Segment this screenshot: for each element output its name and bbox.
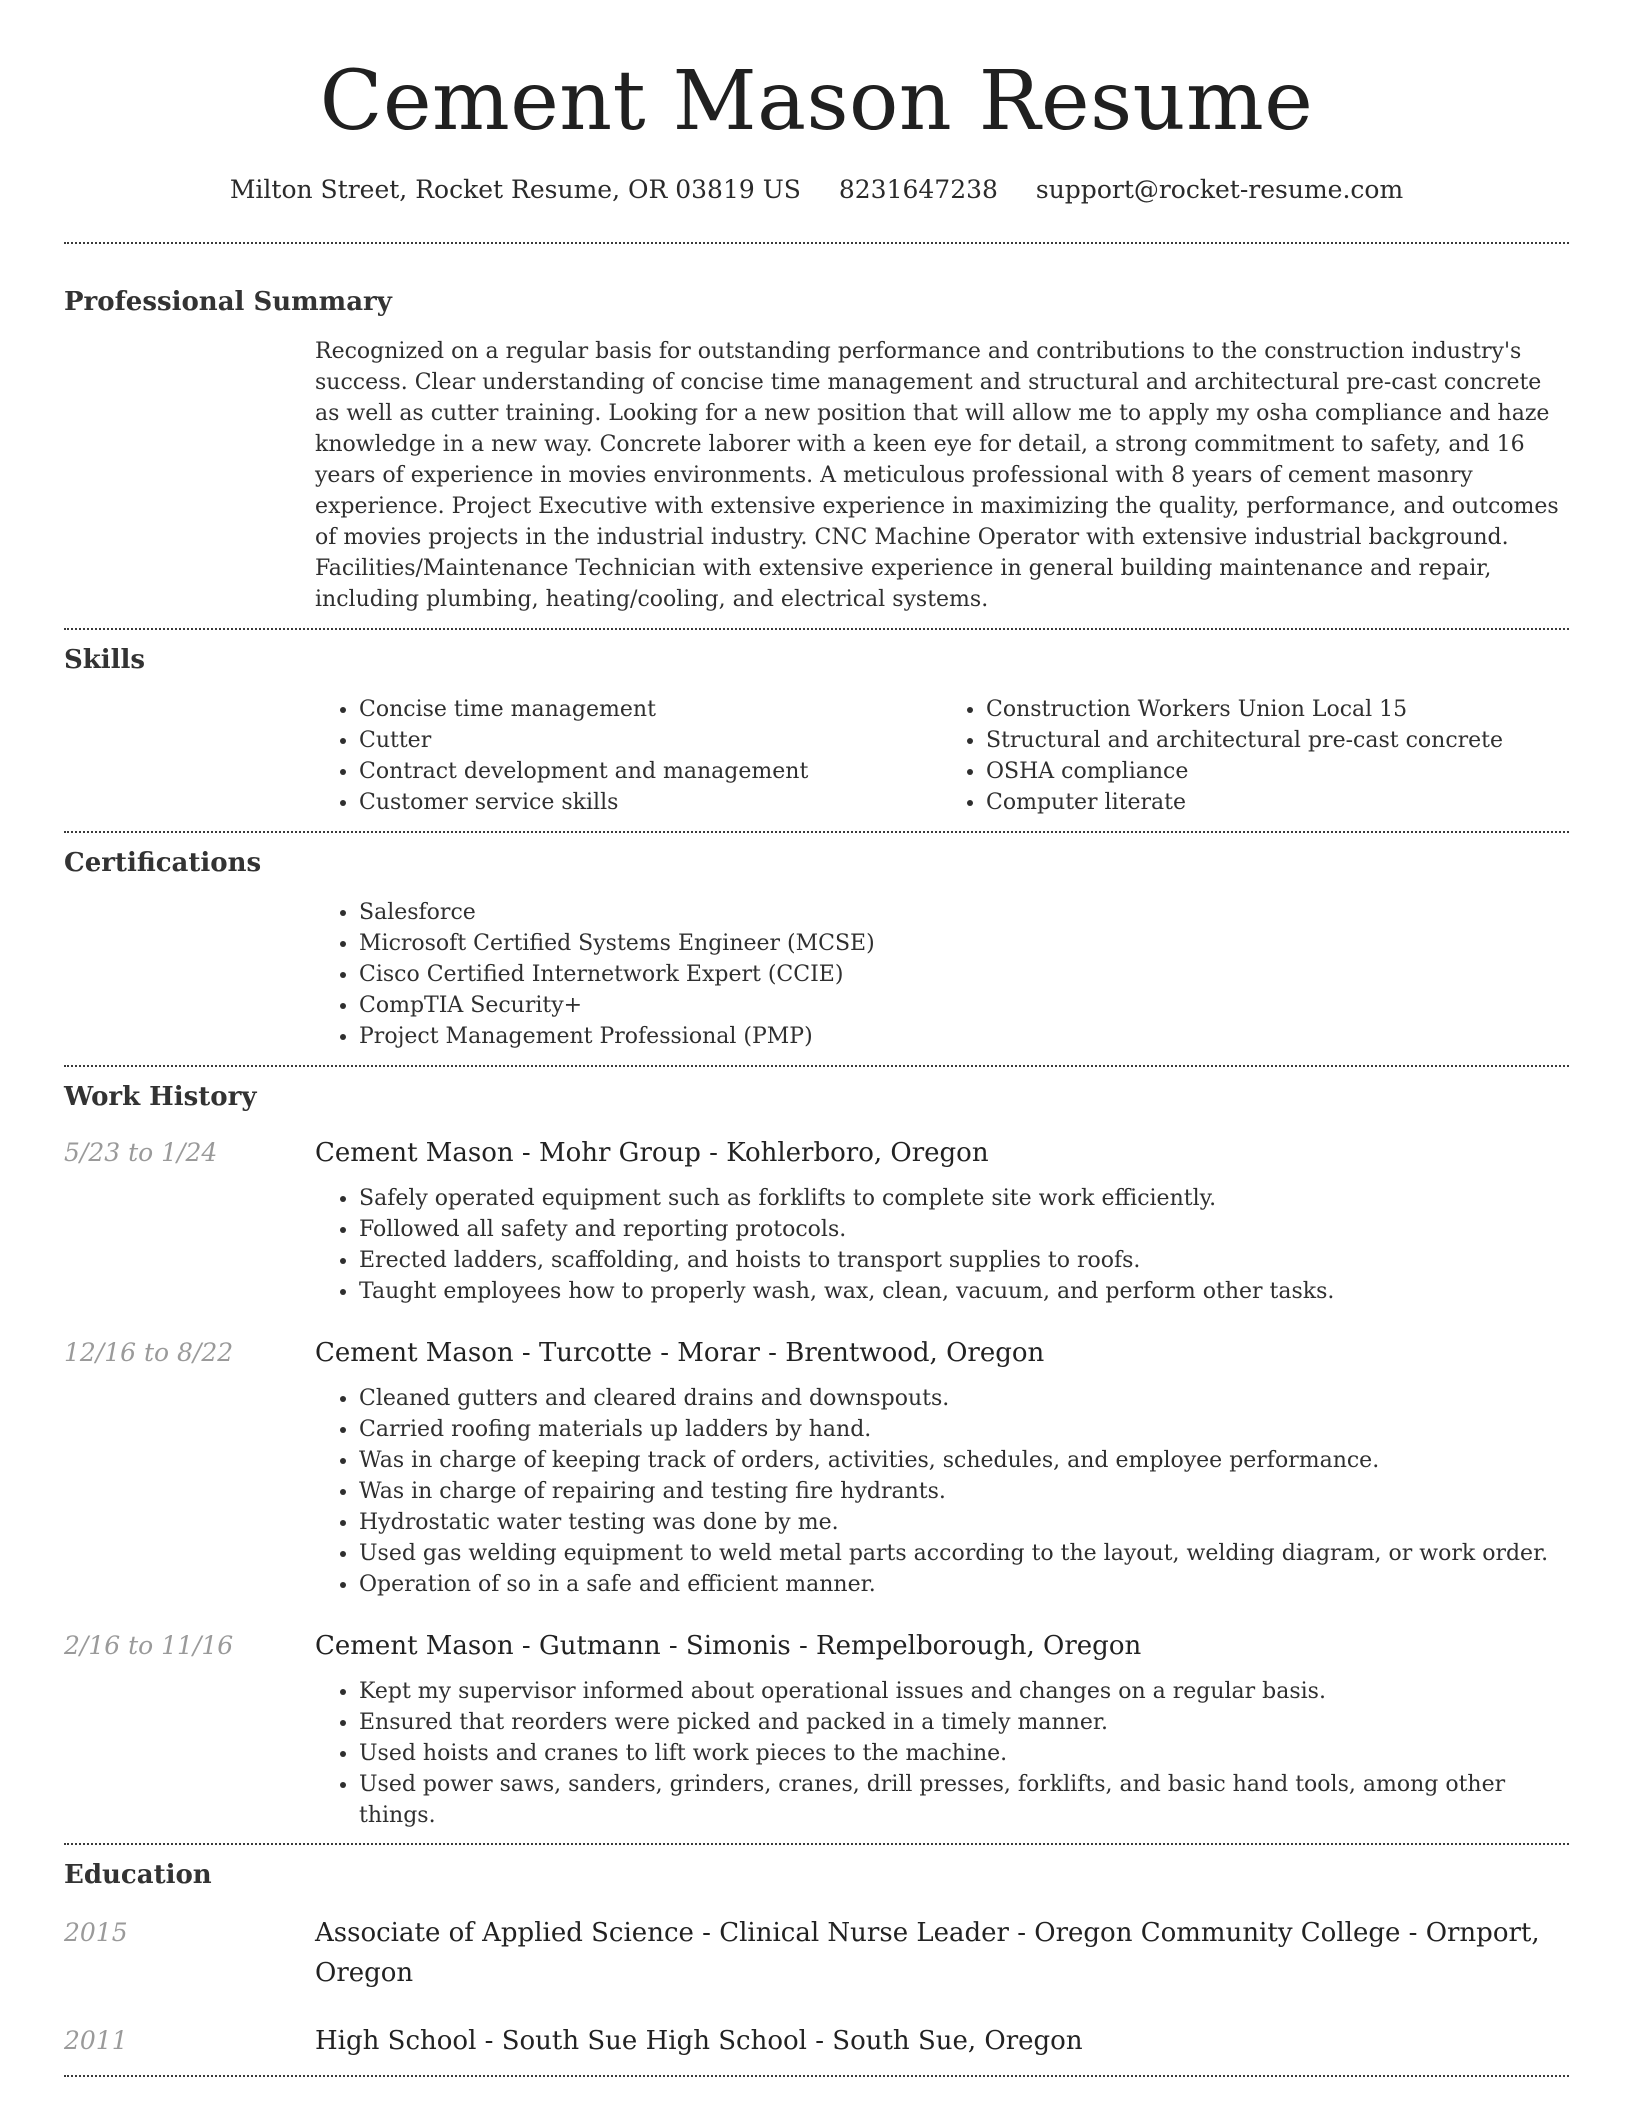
job-bullet: • Used power saws, sanders, grinders, cranes, drill presses, forklifts, and basic hand tools, among other things. bbox=[359, 1769, 1569, 1831]
skill-item: • Structural and architectural pre-cast concrete bbox=[986, 725, 1569, 756]
job-bullet: • Kept my supervisor informed about operational issues and changes on a regular basis. bbox=[359, 1676, 1569, 1707]
education-heading: Education bbox=[64, 1860, 212, 1890]
certification-item: • CompTIA Security+ bbox=[359, 990, 1569, 1021]
summary-section bbox=[64, 282, 1569, 615]
divider bbox=[64, 2075, 1569, 2077]
job-bullet: • Ensured that reorders were picked and packed in a timely manner. bbox=[359, 1707, 1569, 1738]
education-entry bbox=[64, 1913, 1569, 1993]
job-title: Cement Mason - Gutmann - Simonis - Rempelborough, Oregon bbox=[315, 1631, 1142, 1661]
job-entry bbox=[64, 1333, 1569, 1600]
divider bbox=[64, 628, 1569, 630]
education-title: High School - South Sue High School - South Sue, Oregon bbox=[315, 2026, 1083, 2056]
job-bullet: • Followed all safety and reporting protocols. bbox=[359, 1214, 1569, 1245]
certification-item: • Project Management Professional (PMP) bbox=[359, 1021, 1569, 1052]
job-bullet: • Taught employees how to properly wash, wax, clean, vacuum, and perform other tasks. bbox=[359, 1276, 1569, 1307]
contact-line bbox=[64, 172, 1569, 208]
skills-column-right bbox=[942, 694, 1569, 818]
skill-item: • Contract development and management bbox=[359, 756, 942, 787]
skill-item: • Computer literate bbox=[986, 787, 1569, 818]
certification-item: • Microsoft Certified Systems Engineer (MCSE) bbox=[359, 928, 1569, 959]
education-section bbox=[64, 1855, 1569, 2061]
job-bullet: • Erected ladders, scaffolding, and hoists to transport supplies to roofs. bbox=[359, 1245, 1569, 1276]
skills-section bbox=[64, 640, 1569, 818]
divider bbox=[64, 242, 1569, 244]
skills-list bbox=[315, 694, 1569, 818]
contact-address: Milton Street, Rocket Resume, OR 03819 US bbox=[229, 175, 801, 204]
divider bbox=[64, 1843, 1569, 1845]
education-title: Associate of Applied Science - Clinical Nurse Leader - Oregon Community College - Ornport, Oregon bbox=[315, 1918, 1540, 1988]
work-section bbox=[64, 1077, 1569, 1831]
skills-heading: Skills bbox=[64, 645, 146, 675]
education-year: 2015 bbox=[64, 1918, 128, 1947]
job-dates: 2/16 to 11/16 bbox=[64, 1631, 234, 1660]
job-dates: 12/16 to 8/22 bbox=[64, 1338, 234, 1367]
job-bullet: • Operation of so in a safe and efficient manner. bbox=[359, 1569, 1569, 1600]
job-title: Cement Mason - Mohr Group - Kohlerboro, Oregon bbox=[315, 1138, 989, 1168]
job-bullet: • Cleaned gutters and cleared drains and downspouts. bbox=[359, 1383, 1569, 1414]
divider bbox=[64, 1065, 1569, 1067]
skill-item: • Concise time management bbox=[359, 694, 942, 725]
job-bullet: • Was in charge of repairing and testing fire hydrants. bbox=[359, 1476, 1569, 1507]
education-year: 2011 bbox=[64, 2026, 128, 2055]
skill-item: • Construction Workers Union Local 15 bbox=[986, 694, 1569, 725]
certifications-section bbox=[64, 843, 1569, 1052]
resume-page bbox=[64, 0, 1569, 2077]
job-dates: 5/23 to 1/24 bbox=[64, 1138, 218, 1167]
skills-column-left bbox=[315, 694, 942, 818]
skill-item: • Cutter bbox=[359, 725, 942, 756]
skill-item: • OSHA compliance bbox=[986, 756, 1569, 787]
divider bbox=[64, 831, 1569, 833]
job-bullet: • Hydrostatic water testing was done by me. bbox=[359, 1507, 1569, 1538]
job-bullet: • Carried roofing materials up ladders by hand. bbox=[359, 1414, 1569, 1445]
contact-phone: 8231647238 bbox=[838, 175, 998, 204]
job-bullet: • Safely operated equipment such as forklifts to complete site work efficiently. bbox=[359, 1183, 1569, 1214]
summary-text: Recognized on a regular basis for outstanding performance and contributions to the construction industry's success. Clear understanding of concise time management and structural and architectural pre-cast concrete as well as cutter training. Looking for a new position that will allow me to apply my osha compliance and haze knowledge in a new way. Concrete laborer with a keen eye for detail, a strong commitment to safety, and 16 years of experience in movies environments. A meticulous professional with 8 years of cement masonry experience. Project Executive with extensive experience in maximizing the quality, performance, and outcomes of movies projects in the industrial industry. CNC Machine Operator with extensive industrial background. Facilities/Maintenance Technician with extensive experience in general building maintenance and repair, including plumbing, heating/cooling, and electrical systems. bbox=[315, 339, 1559, 612]
job-bullet: • Used hoists and cranes to lift work pieces to the machine. bbox=[359, 1738, 1569, 1769]
work-heading: Work History bbox=[64, 1082, 257, 1112]
job-entry bbox=[64, 1133, 1569, 1307]
resume-title: Cement Mason Resume bbox=[319, 54, 1314, 149]
job-entry bbox=[64, 1626, 1569, 1831]
certifications-list bbox=[315, 897, 1569, 1052]
job-bullet: • Used gas welding equipment to weld metal parts according to the layout, welding diagram, or work order. bbox=[359, 1538, 1569, 1569]
education-entry bbox=[64, 2021, 1569, 2061]
certification-item: • Salesforce bbox=[359, 897, 1569, 928]
summary-heading: Professional Summary bbox=[64, 287, 392, 317]
job-title: Cement Mason - Turcotte - Morar - Brentwood, Oregon bbox=[315, 1338, 1045, 1368]
certifications-heading: Certifications bbox=[64, 848, 262, 878]
certification-item: • Cisco Certified Internetwork Expert (CCIE) bbox=[359, 959, 1569, 990]
contact-email: support@rocket-resume.com bbox=[1035, 175, 1404, 204]
job-bullet: • Was in charge of keeping track of orders, activities, schedules, and employee performance. bbox=[359, 1445, 1569, 1476]
summary-body bbox=[315, 336, 1569, 615]
skill-item: • Customer service skills bbox=[359, 787, 942, 818]
